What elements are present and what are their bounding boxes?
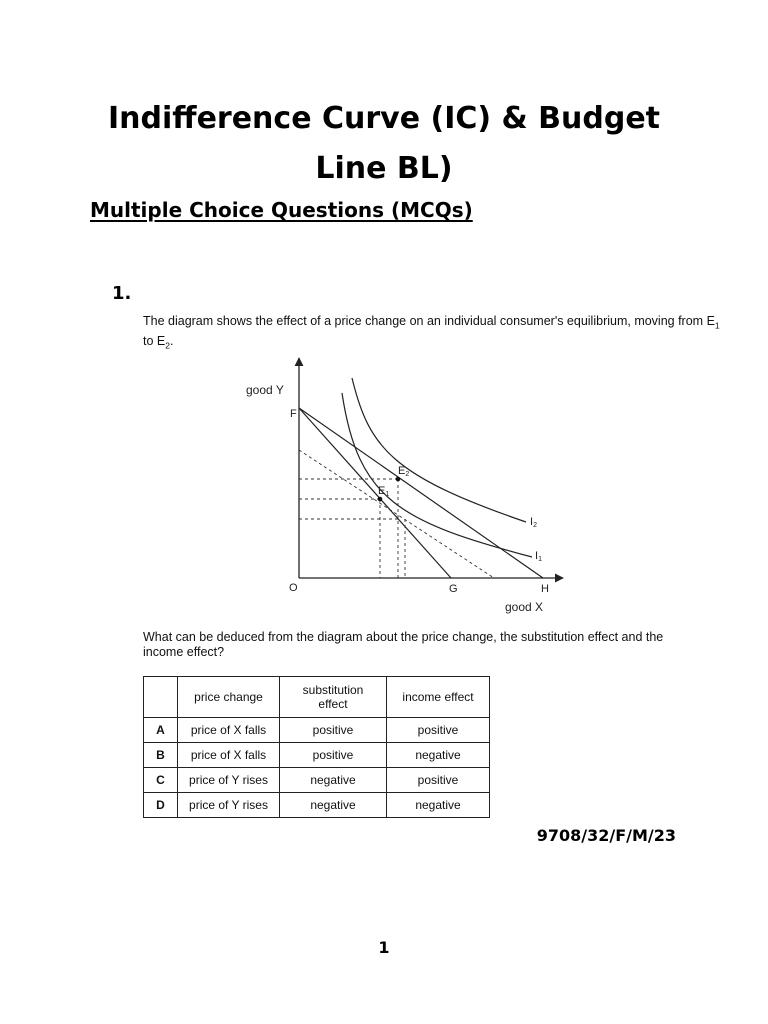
header-price-change: price change — [178, 677, 280, 718]
cell-substitution-effect: negative — [280, 768, 387, 793]
question-text: What can be deduced from the diagram about the price change, the substitution effect and the income effect? — [143, 630, 664, 659]
intro-text: The diagram shows the effect of a price change on an individual consumer's equilibrium, moving from — [143, 314, 704, 328]
label-origin: O — [289, 582, 298, 594]
y-axis-label: good Y — [246, 383, 284, 397]
budget-line-fg — [299, 408, 451, 578]
diagram-svg — [230, 350, 590, 620]
cell-price-change: price of X falls — [178, 718, 280, 743]
intro-e1: $E_1$ — [706, 314, 720, 331]
question-number: 1. — [112, 283, 132, 304]
point-e2 — [396, 477, 401, 482]
budget-line-fh — [299, 408, 543, 578]
option-letter: D — [144, 793, 178, 818]
cell-substitution-effect: negative — [280, 793, 387, 818]
cell-substitution-effect: positive — [280, 718, 387, 743]
page-title: Indifference Curve (IC) & Budget Line BL) — [107, 101, 661, 186]
cell-price-change: price of X falls — [178, 743, 280, 768]
table-row — [144, 718, 490, 743]
page-number: 1 — [378, 938, 390, 957]
cell-price-change: price of Y rises — [178, 768, 280, 793]
compensated-budget-line — [299, 450, 494, 578]
cell-price-change: price of Y rises — [178, 793, 280, 818]
intro-e2: $E_2$ — [156, 333, 170, 350]
label-i2: I2 — [530, 516, 537, 529]
intro-end: . — [170, 333, 174, 348]
label-h: H — [541, 583, 549, 595]
answer-table — [143, 676, 490, 818]
section-heading: Multiple Choice Questions (MCQs) — [90, 198, 473, 222]
cell-income-effect: positive — [387, 718, 490, 743]
option-letter: A — [144, 718, 178, 743]
label-e2: E2 — [398, 465, 410, 478]
table-row — [144, 743, 490, 768]
label-f: F — [290, 408, 297, 420]
header-letter — [144, 677, 178, 718]
option-letter: C — [144, 768, 178, 793]
cell-substitution-effect: positive — [280, 743, 387, 768]
cell-income-effect: negative — [387, 743, 490, 768]
x-axis-label: good X — [505, 600, 544, 614]
table-row — [144, 793, 490, 818]
exam-reference: 9708/32/F/M/23 — [536, 826, 676, 845]
indifference-curve-i2 — [352, 378, 526, 522]
indifference-curve-i1 — [342, 393, 532, 557]
indifference-curve-diagram — [230, 350, 590, 620]
question-intro — [143, 314, 728, 353]
table-header-row — [144, 677, 490, 718]
label-e1: E1 — [378, 485, 390, 498]
option-letter: B — [144, 743, 178, 768]
point-e1 — [378, 497, 383, 502]
cell-income-effect: positive — [387, 768, 490, 793]
intro-to: to — [143, 333, 154, 348]
label-g: G — [449, 583, 458, 595]
table-row — [144, 768, 490, 793]
cell-income-effect: negative — [387, 793, 490, 818]
header-income-effect: income effect — [387, 677, 490, 718]
label-i1: I1 — [535, 550, 542, 563]
header-substitution-effect: substitution effect — [280, 677, 387, 718]
